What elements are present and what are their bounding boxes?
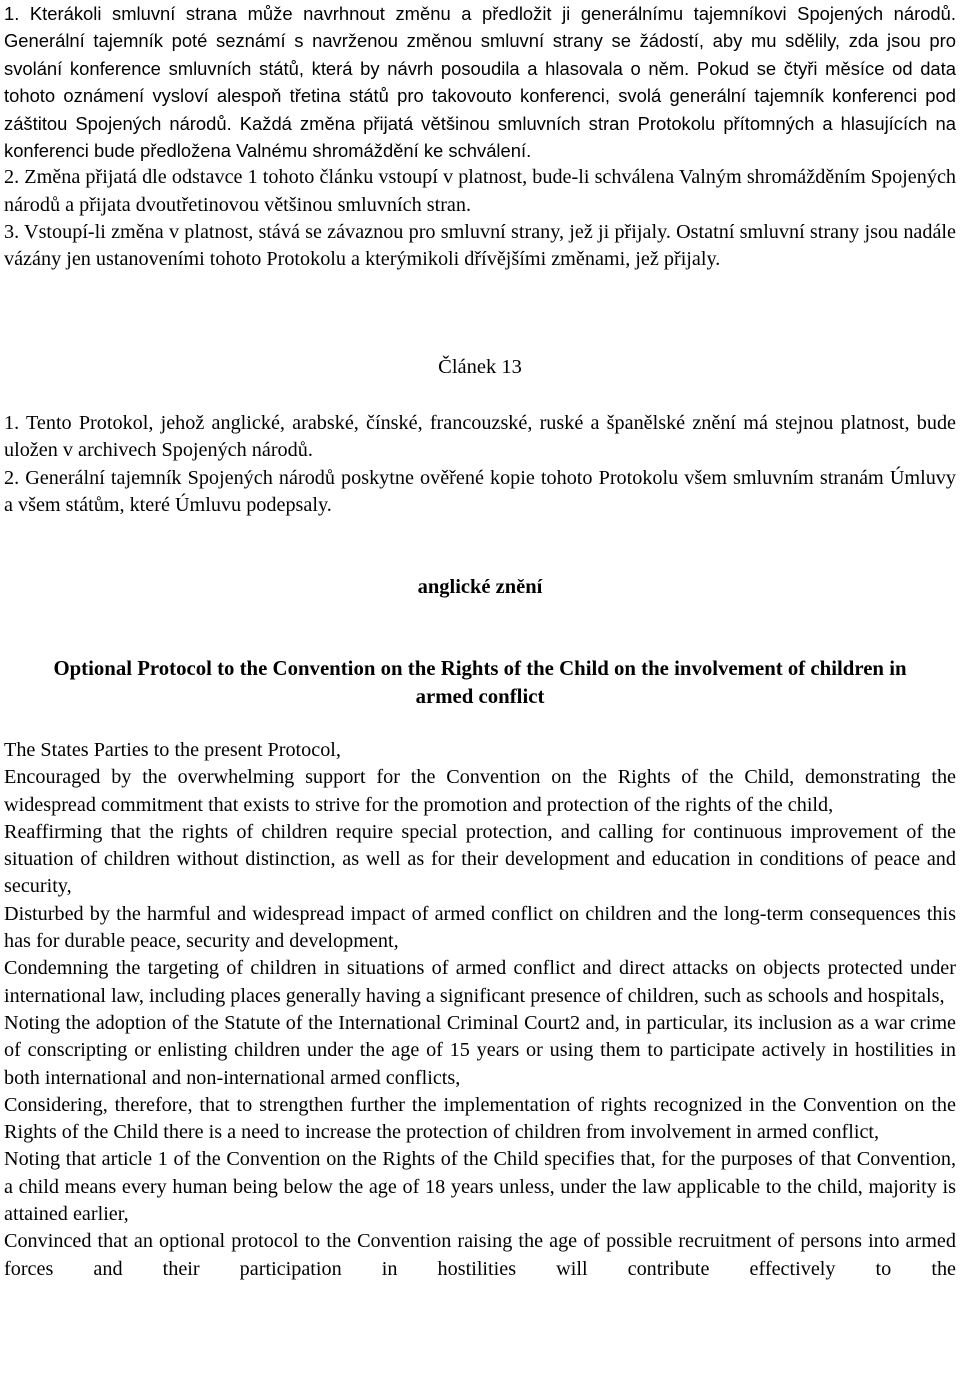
preamble-states-parties: The States Parties to the present Protocol, [4, 739, 341, 761]
czech-article-12-amendments [4, 0, 956, 274]
preamble-encouraged: Encouraged by the overwhelming support for the Convention on the Rights of the Child, demonstrating the widespread commitment that exists to strive for the promotion and protection of the rights of the child, [4, 766, 956, 816]
preamble-convinced: Convinced that an optional protocol to the Convention raising the age of possible recruitment of persons into armed forces and their participation in hostilities will contribute effectively to the [4, 1230, 956, 1280]
czech-article-13 [4, 410, 956, 519]
english-preamble [4, 737, 956, 1283]
czech-paragraph-1: 1. Kterákoli smluvní strana může navrhnout změnu a předložit ji generálnímu tajemníkovi Spojených národů. Generální tajemník poté seznámí s navrženou změnou smluvní strany se žádostí, aby mu sdělily, zda jsou pro svolání konference smluvních států, která by návrh posoudila a hlasovala o něm. Pokud se čtyři měsíce od data tohoto oznámení vysloví alespoň třetina států pro takovouto konferenci, svolá generální tajemník konferenci pod záštitou Spojených národů. Každá změna přijatá většinou smluvních stran Protokolu přítomných a hlasujících na konferenci bude předložena Valnému shromáždění ke schválení. [4, 3, 956, 162]
protocol-title: Optional Protocol to the Convention on the Rights of the Child on the involvement of children in armed conflict [53, 657, 907, 708]
czech-paragraph-3: 3. Vstoupí-li změna v platnost, stává se závaznou pro smluvní strany, jež ji přijaly. Ostatní smluvní strany jsou nadále vázány jen ustanoveními tohoto Protokolu a kterýmikoli dřívějšími změnami, jež přijaly. [4, 221, 956, 271]
preamble-reaffirming: Reaffirming that the rights of children require special protection, and calling for continuous improvement of the situation of children without distinction, as well as for their development and education in conditions of peace and security, [4, 820, 956, 898]
english-version-label: anglické znění [417, 576, 543, 598]
preamble-disturbed: Disturbed by the harmful and widespread impact of armed conflict on children and the long-term consequences this has for durable peace, security and development, [4, 902, 956, 953]
preamble-considering: Considering, therefore, that to strengthen further the implementation of rights recognized in the Convention on the Rights of the Child there is a need to increase the protection of children from involvement in armed conflict, [4, 1093, 956, 1144]
preamble-condemning: Condemning the targeting of children in situations of armed conflict and direct attacks on objects protected under international law, including places generally having a significant presence of children, such as schools and hospitals, [4, 957, 956, 1007]
preamble-noting-article-1: Noting that article 1 of the Convention on the Rights of the Child specifies that, for the purposes of that Convention, a child means every human being below the age of 18 years unless, under the law applicable to the child, majority is attained earlier, [4, 1148, 956, 1226]
article-13-heading: Článek 13 [438, 356, 522, 378]
article-13-paragraph-1: 1. Tento Protokol, jehož anglické, arabské, čínské, francouzské, ruské a španělské znění má stejnou platnost, bude uložen v archivech Spojených národů. [4, 412, 956, 462]
preamble-noting-statute: Noting the adoption of the Statute of the International Criminal Court2 and, in particular, its inclusion as a war crime of conscripting or enlisting children under the age of 15 years or using them to participate actively in hostilities in both international and non-international armed conflicts, [4, 1011, 956, 1089]
article-13-paragraph-2: 2. Generální tajemník Spojených národů poskytne ověřené kopie tohoto Protokolu všem smluvním stranám Úmluvy a všem státům, které Úmluvu podepsaly. [4, 466, 956, 516]
czech-paragraph-2: 2. Změna přijatá dle odstavce 1 tohoto článku vstoupí v platnost, bude-li schválena Valným shromážděním Spojených národů a přijata dvoutřetinovou většinou smluvních stran. [4, 166, 956, 216]
